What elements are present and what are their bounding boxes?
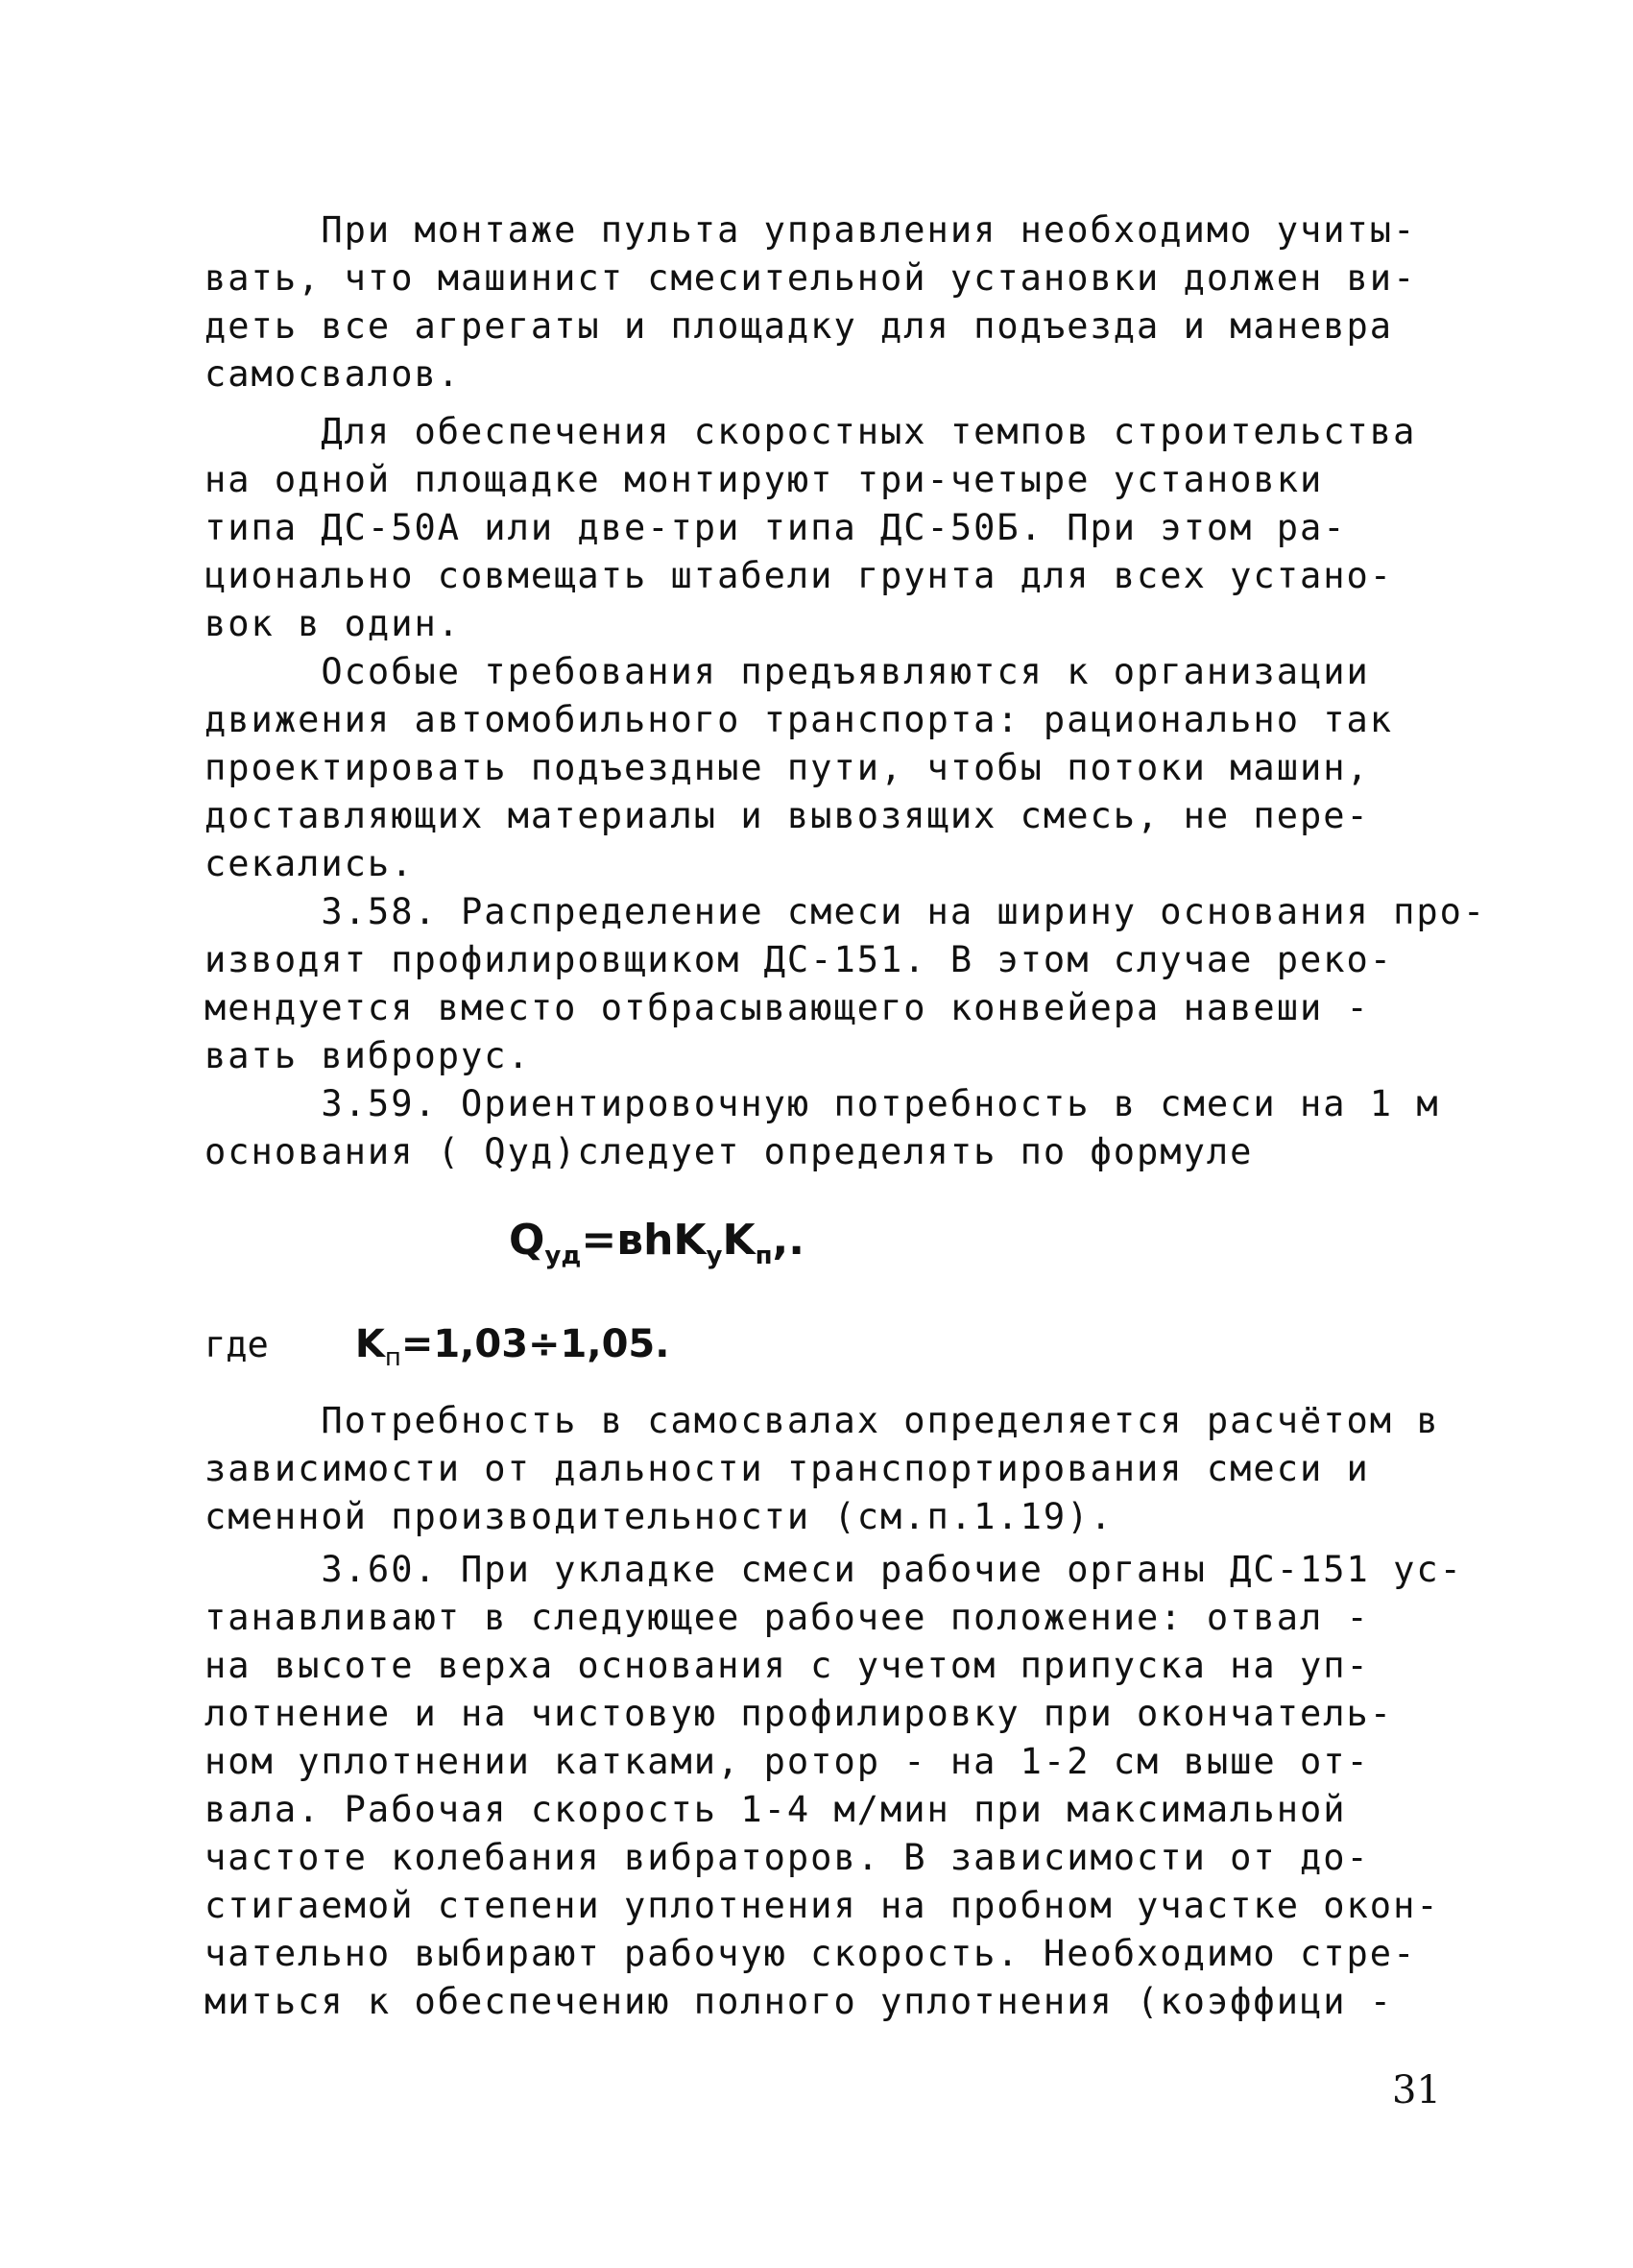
- text-line: Особые требования предъявляются к организации: [204, 651, 1370, 692]
- formula-k2: K: [722, 1216, 756, 1265]
- text-line: движения автомобильного транспорта: рационально так: [204, 699, 1394, 740]
- text-line: основания ( Qуд)следует определять по формуле: [204, 1131, 1254, 1172]
- kn-definition: [355, 1315, 670, 1387]
- kn-value: =1,03÷1,05.: [400, 1322, 670, 1366]
- text-line: частоте колебания вибраторов. В зависимости от до-: [204, 1837, 1370, 1878]
- text-line: миться к обеспечению полного уплотнения (коэффици -: [204, 1981, 1394, 2022]
- text-line: ционально совмещать штабели грунта для всех устано-: [204, 555, 1394, 596]
- text-line: типа ДС-50А или две-три типа ДС-50Б. При этом ра-: [204, 507, 1347, 548]
- text-line: ном уплотнении катками, ротор - на 1-2 см выше от-: [204, 1741, 1370, 1782]
- text-line: вок в один.: [204, 603, 462, 644]
- text-line: доставляющих материалы и вывозящих смесь, не пере-: [204, 795, 1370, 836]
- text-line: При монтаже пульта управления необходимо учиты-: [204, 209, 1417, 251]
- formula-eq: =вhK: [581, 1216, 707, 1265]
- formula-lhs: Q: [509, 1216, 545, 1265]
- page-number: 31: [1392, 2068, 1441, 2112]
- text-line: вала. Рабочая скорость 1-4 м/мин при максимальной: [204, 1789, 1347, 1830]
- text-line: танавливают в следующее рабочее положение: отвал -: [204, 1597, 1370, 1638]
- text-line: 3.60. При укладке смеси рабочие органы ДС-151 ус-: [204, 1549, 1463, 1590]
- text-line: лотнение и на чистовую профилировку при окончатель-: [204, 1693, 1394, 1734]
- text-line: мендуется вместо отбрасывающего конвейера навеши -: [204, 987, 1370, 1028]
- text-line: проектировать подъездные пути, чтобы потоки машин,: [204, 747, 1370, 788]
- kn-sub: п: [384, 1343, 401, 1372]
- text-line: вать, что машинист смесительной установки должен ви-: [204, 257, 1417, 299]
- where-label: где: [204, 1324, 269, 1365]
- where-clause: [204, 1315, 669, 1387]
- text-line: на одной площадке монтируют три-четыре установки: [204, 459, 1324, 500]
- text-line: изводят профилировщиком ДС-151. В этом случае реко-: [204, 939, 1394, 980]
- text-line: чательно выбирают рабочую скорость. Необходимо стре-: [204, 1933, 1417, 1974]
- text-line: на высоте верха основания с учетом припуска на уп-: [204, 1645, 1370, 1686]
- kn-symbol: K: [354, 1322, 385, 1366]
- text-line: зависимости от дальности транспортирования смеси и: [204, 1448, 1370, 1489]
- formula-tail: ,.: [772, 1216, 804, 1265]
- formula-k-sub: у: [706, 1241, 723, 1270]
- formula: [509, 1212, 804, 1285]
- text-line: сменной производительности (см.п.1.19).: [204, 1496, 1114, 1537]
- text-line: вать виброрус.: [204, 1035, 531, 1076]
- text-line: 3.59. Ориентировочную потребность в смеси на 1 м: [204, 1083, 1440, 1124]
- formula-lhs-sub: уд: [544, 1241, 582, 1270]
- text-line: деть все агрегаты и площадку для подъезда и маневра: [204, 305, 1394, 347]
- formula-k2-sub: п: [755, 1241, 773, 1270]
- text-line: самосвалов.: [204, 353, 462, 395]
- text-line: стигаемой степени уплотнения на пробном участке окон-: [204, 1885, 1440, 1926]
- text-line: Потребность в самосвалах определяется расчётом в: [204, 1400, 1440, 1441]
- text-line: Для обеспечения скоростных темпов строительства: [204, 411, 1417, 452]
- text-line: секались.: [204, 843, 415, 884]
- text-line: 3.58. Распределение смеси на ширину основания про-: [204, 891, 1487, 932]
